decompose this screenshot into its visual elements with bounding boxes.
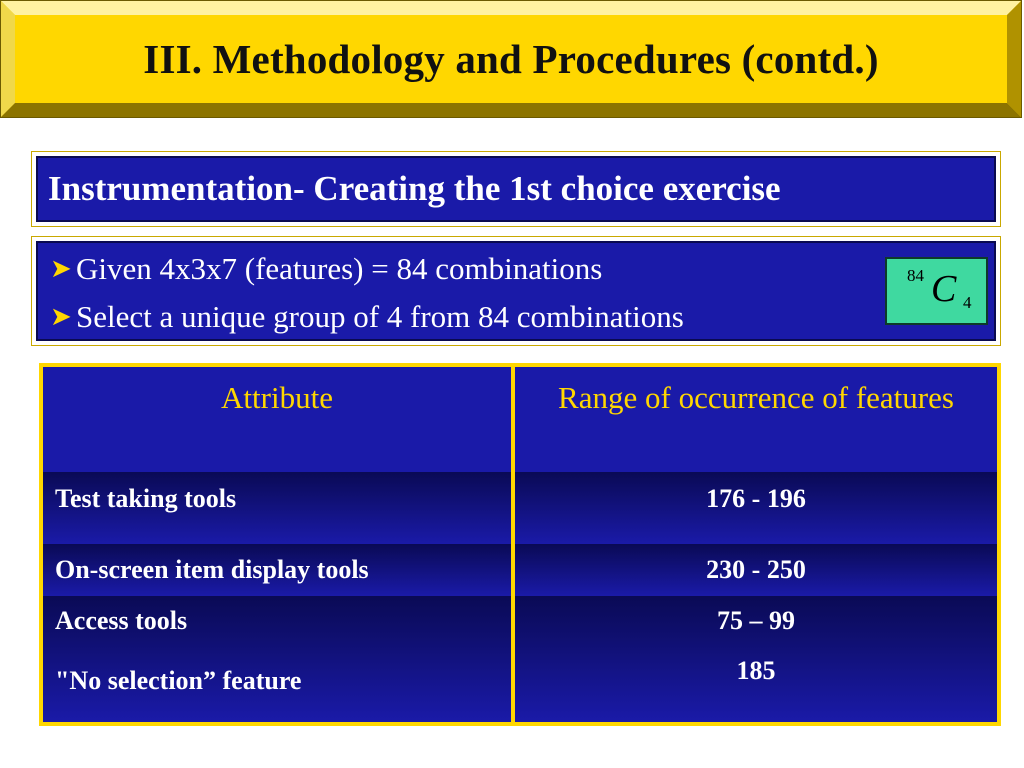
column-header-attribute: Attribute (221, 380, 333, 415)
subtitle-box (31, 151, 1001, 227)
section-subtitle: Instrumentation- Creating the 1st choice exercise (36, 156, 996, 222)
arrow-bullet-icon: ➤ (50, 254, 72, 283)
range-cell: 176 - 196 (706, 484, 806, 513)
combination-formula (885, 257, 988, 325)
bullet-item (50, 299, 684, 335)
formula-superscript: 84 (907, 266, 924, 285)
bullet-item (50, 251, 602, 287)
attribute-cell: Test taking tools (55, 484, 237, 513)
attribute-cell: "No selection” feature (55, 666, 302, 695)
range-cell: 75 – 99 (717, 606, 795, 635)
attribute-table (39, 363, 1001, 726)
bullet-text: Given 4x3x7 (features) = 84 combinations (76, 251, 603, 286)
range-cell: 185 (736, 656, 776, 685)
formula-subscript: 4 (963, 293, 972, 312)
slide-title: III. Methodology and Procedures (contd.) (143, 36, 879, 82)
attribute-cell: On-screen item display tools (55, 555, 369, 584)
table-row (43, 544, 997, 596)
attribute-cell: Access tools (55, 606, 188, 635)
title-bar (0, 0, 1022, 118)
table-row (43, 472, 997, 544)
bullet-text: Select a unique group of 4 from 84 combinations (76, 299, 684, 334)
formula-base: C (931, 268, 957, 310)
column-divider (511, 367, 515, 722)
table-row (43, 596, 997, 722)
column-header-range: Range of occurrence of features (558, 380, 954, 415)
arrow-bullet-icon: ➤ (50, 302, 72, 331)
bullet-box (31, 236, 1001, 346)
table-header-row (43, 367, 997, 472)
range-cell: 230 - 250 (706, 555, 806, 584)
